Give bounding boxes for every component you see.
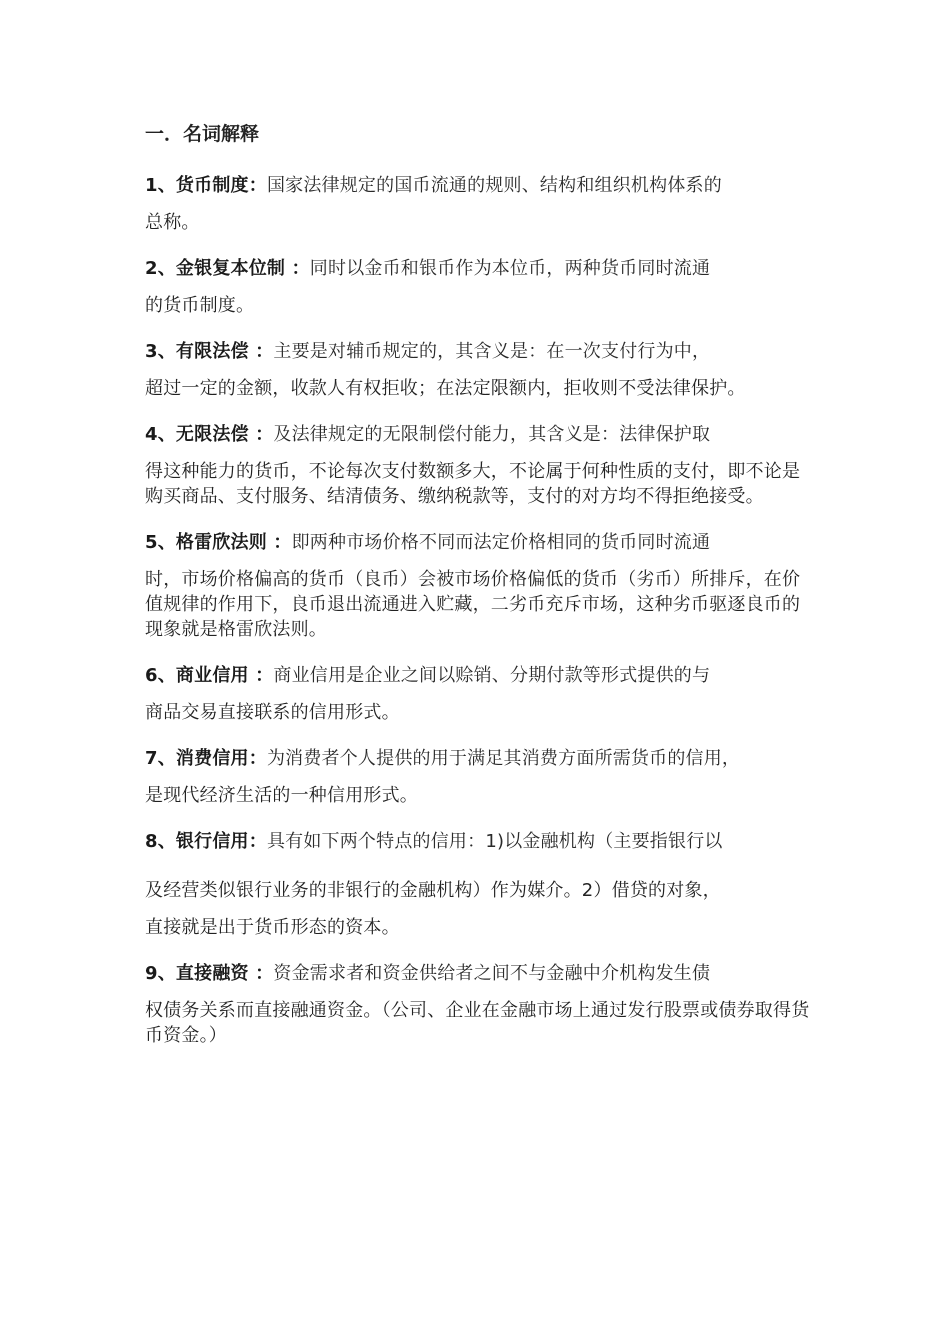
term-label: 1、货币制度：: [145, 175, 267, 196]
definition-rest: 是现代经济生活的一种信用形式。: [145, 785, 418, 806]
definition-start: 为消费者个人提供的用于满足其消费方面所需货币的信用，: [266, 748, 741, 769]
definition-start: 及法律规定的无限制偿付能力，其含义是：法律保护取: [273, 424, 711, 445]
definition-rest: 超过一定的金额，收款人有权拒收；在法定限额内，拒收则不受法律保护。: [145, 378, 746, 399]
definition-start: 国家法律规定的国币流通的规则、结构和组织机构体系的: [266, 175, 722, 196]
entry-first-line: [145, 662, 817, 690]
definition-start: 主要是对辅币规定的，其含义是：在一次支付行为中，: [273, 341, 711, 362]
entry-first-line: [145, 421, 817, 449]
entry-first-line: [145, 338, 817, 366]
term-entry-6: [145, 662, 817, 725]
term-label: 9、直接融资 ：: [145, 963, 274, 984]
term-entry-8: [145, 828, 817, 940]
term-entry-2: [145, 255, 817, 318]
definition-start: 商业信用是企业之间以赊销、分期付款等形式提供的与: [273, 665, 711, 686]
definition-start: 同时以金币和银币作为本位币，两种货币同时流通: [309, 258, 711, 279]
definition-rest: 总称。: [145, 212, 200, 233]
entry-first-line: [145, 960, 817, 988]
term-entry-3: [145, 338, 817, 401]
term-entry-1: [145, 172, 817, 235]
term-entry-5: [145, 529, 817, 642]
term-label: 4、无限法偿 ：: [145, 424, 274, 445]
entry-first-line: [145, 172, 817, 200]
definition-line-3: 直接就是出于货币形态的资本。: [145, 917, 400, 938]
entry-first-line: [145, 529, 817, 557]
term-entry-9: [145, 960, 817, 1048]
term-label: 6、商业信用 ：: [145, 665, 274, 686]
section-heading: 一．名词解释: [145, 123, 260, 145]
definition-start: 资金需求者和资金供给者之间不与金融中介机构发生债: [273, 963, 711, 984]
definition-rest: 的货币制度。: [145, 295, 255, 316]
term-label: 8、银行信用：: [145, 831, 267, 852]
definition-rest: [145, 878, 817, 940]
definition-rest: 时，市场价格偏高的货币（良币）会被市场价格偏低的货币（劣币）所排斥，在价值规律的作用下，良币退出流通进入贮藏，二劣币充斥市场，这种劣币驱逐良币的现象就是格雷欣法则。: [145, 569, 801, 640]
definition-rest: 得这种能力的货币，不论每次支付数额多大，不论属于何种性质的支付，即不论是购买商品、支付服务、结清债务、缴纳税款等，支付的对方均不得拒绝接受。: [145, 461, 801, 507]
term-label: 3、有限法偿 ：: [145, 341, 274, 362]
definition-start: 即两种市场价格不同而法定价格相同的货币同时流通: [291, 532, 711, 553]
term-label: 5、格雷欣法则 ：: [145, 532, 292, 553]
definition-rest: 商品交易直接联系的信用形式。: [145, 702, 400, 723]
term-entry-4: [145, 421, 817, 509]
term-entry-7: [145, 745, 817, 808]
term-label: 7、消费信用：: [145, 748, 267, 769]
entry-first-line: [145, 828, 817, 856]
definition-start: 具有如下两个特点的信用：1)以金融机构（主要指银行以: [266, 831, 723, 852]
definition-rest: 权债务关系而直接融通资金。（公司、企业在金融市场上通过发行股票或债券取得货币资金。）: [145, 1000, 810, 1046]
definition-line-2: 及经营类似银行业务的非银行的金融机构）作为媒介。2）借贷的对象，: [145, 880, 721, 901]
entry-first-line: [145, 255, 817, 283]
document-page: [145, 120, 817, 1068]
entry-first-line: [145, 745, 817, 773]
term-label: 2、金银复本位制 ：: [145, 258, 310, 279]
